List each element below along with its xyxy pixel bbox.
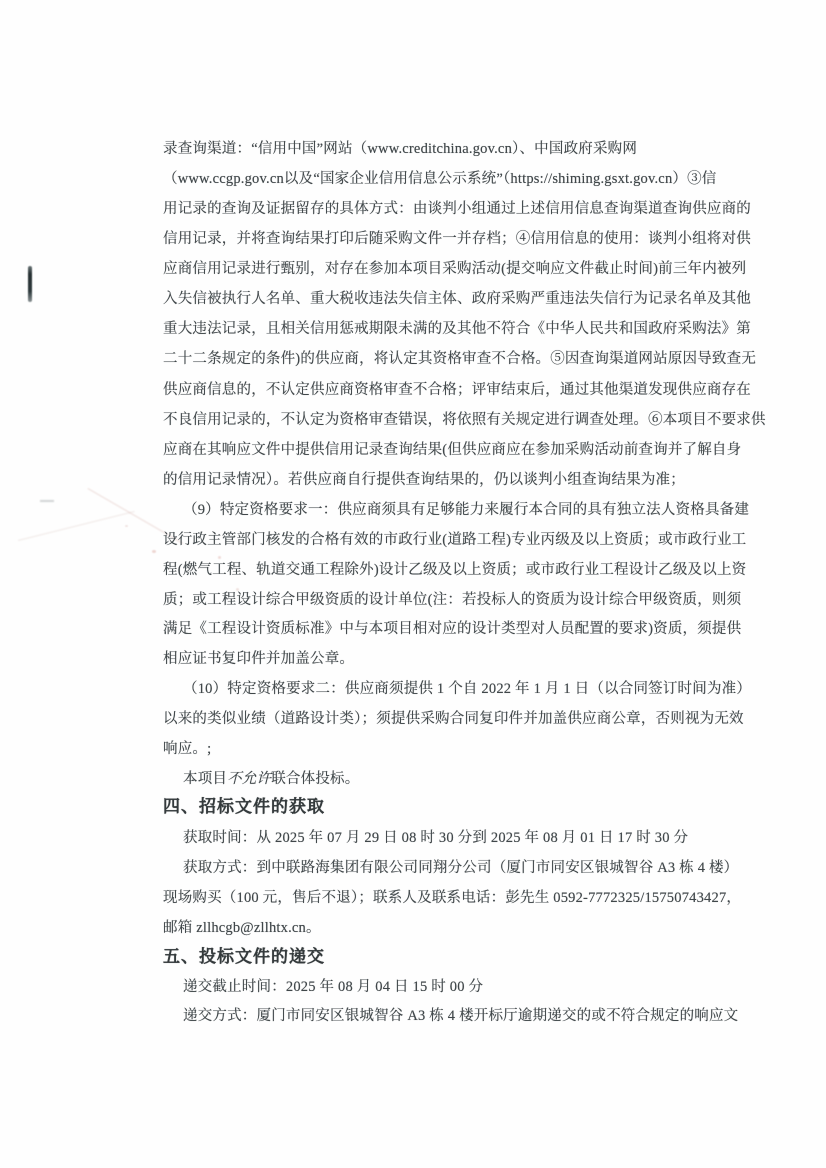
para-qualification-two-line: 响应。; xyxy=(163,741,212,757)
section-5-heading: 五、投标文件的递交 xyxy=(163,947,325,966)
scan-smudge-mark xyxy=(18,511,135,541)
para-credit-record-line: 二十二条规定的条件)的供应商，将认定其资格审查不合格。⑤因查询渠道网站原因导致查无 xyxy=(163,351,757,367)
para-credit-record-line: 录查询渠道：“信用中国”网站（www.creditchina.gov.cn）、中国政府采购网 xyxy=(163,141,638,157)
para-qualification-two-line: 以来的类似业绩（道路设计类）；须提供采购合同复印件并加盖供应商公章，否则视为无效 xyxy=(163,711,744,727)
scan-smudge-mark xyxy=(152,550,156,553)
para-qualification-one-line: 满足《工程设计资质标准》中与本项目相对应的设计类型对人员配置的要求)资质，须提供 xyxy=(163,621,742,637)
no-joint-venture-line xyxy=(163,770,359,789)
scan-smudge-mark xyxy=(125,525,128,527)
para-credit-record-line: 不良信用记录的，不认定为资格审查错误，将依照有关规定进行调查处理。⑥本项目不要求供 xyxy=(163,412,766,428)
para-qualification-one-line: 程(燃气工程、轨道交通工程除外)设计乙级及以上资质；或市政行业工程设计乙级及以上资 xyxy=(163,562,747,578)
scan-smudge-mark xyxy=(218,556,221,559)
acquisition-contact-email-line: 邮箱 zllhcgb@zllhtx.cn。 xyxy=(163,920,321,936)
para-credit-record-line: 入失信被执行人名单、重大税收违法失信主体、政府采购严重违法失信行为记录名单及其他 xyxy=(163,291,751,307)
acquisition-time-line: 获取时间：从 2025 年 07 月 29 日 08 时 30 分到 2025 年 08 月 01 日 17 时 30 分 xyxy=(183,830,689,846)
no-joint-venture-emphasis: 不允许 xyxy=(227,771,272,787)
section-4-heading: 四、招标文件的获取 xyxy=(163,797,325,816)
para-credit-record-line: 信用记录，并将查询结果打印后随采购文件一并存档；④信用信息的使用：谈判小组将对供 xyxy=(163,231,751,247)
para-qualification-one-line: 质；或工程设计综合甲级资质的设计单位(注：若投标人的资质为设计综合甲级资质，则须 xyxy=(163,592,742,608)
acquisition-method-line: 现场购买（100 元，售后不退）；联系人及联系电话：彭先生 0592-7772325/15750743427， xyxy=(163,890,742,906)
scan-artifact-ink-mark xyxy=(28,266,32,302)
para-credit-record-line: 应商信用记录进行甄别，对存在参加本项目采购活动(提交响应文件截止时间)前三年内被列 xyxy=(163,261,747,277)
no-joint-venture-prefix: 本项目 xyxy=(183,771,228,787)
para-qualification-one-line: 设行政主管部门核发的合格有效的市政行业(道路工程)专业丙级及以上资质；或市政行业工 xyxy=(163,532,747,548)
para-credit-record-line: 的信用记录情况）。若供应商自行提供查询结果的，仍以谈判小组查询结果为准； xyxy=(163,472,685,488)
para-credit-record-line: 重大违法记录，且相关信用惩戒期限未满的及其他不符合《中华人民共和国政府采购法》第 xyxy=(163,321,751,337)
scan-smudge-mark xyxy=(40,500,54,502)
acquisition-method-line: 获取方式：到中联路海集团有限公司同翔分公司（厦门市同安区银城智谷 A3 栋 4 楼） xyxy=(183,860,739,876)
submission-deadline-line: 递交截止时间：2025 年 08 月 04 日 15 时 00 分 xyxy=(183,979,484,995)
para-qualification-two-line: （10）特定资格要求二：供应商须提供 1 个自 2022 年 1 月 1 日（以合同签订时间为准） xyxy=(183,681,752,697)
para-credit-record-line: 供应商信息的，不认定供应商资格审查不合格；评审结束后，通过其他渠道发现供应商存在 xyxy=(163,382,751,398)
para-qualification-one-line: （9）特定资格要求一：供应商须具有足够能力来履行本合同的具有独立法人资格具备建 xyxy=(183,502,750,518)
para-credit-record-line: （www.ccgp.gov.cn以及“国家企业信用信息公示系统”（https://shiming.gsxt.gov.cn）③信 xyxy=(163,171,717,187)
para-qualification-one-line: 相应证书复印件并加盖公章。 xyxy=(163,651,355,667)
submission-method-line: 递交方式：厦门市同安区银城智谷 A3 栋 4 楼开标厅逾期递交的或不符合规定的响应文 xyxy=(183,1008,739,1024)
para-credit-record-line: 应商在其响应文件中提供信用记录查询结果(但供应商应在参加采购活动前查询并了解自身 xyxy=(163,442,742,458)
para-credit-record-line: 用记录的查询及证据留存的具体方式：由谈判小组通过上述信用信息查询渠道查询供应商的 xyxy=(163,201,751,217)
no-joint-venture-suffix: 联合体投标。 xyxy=(271,771,360,787)
